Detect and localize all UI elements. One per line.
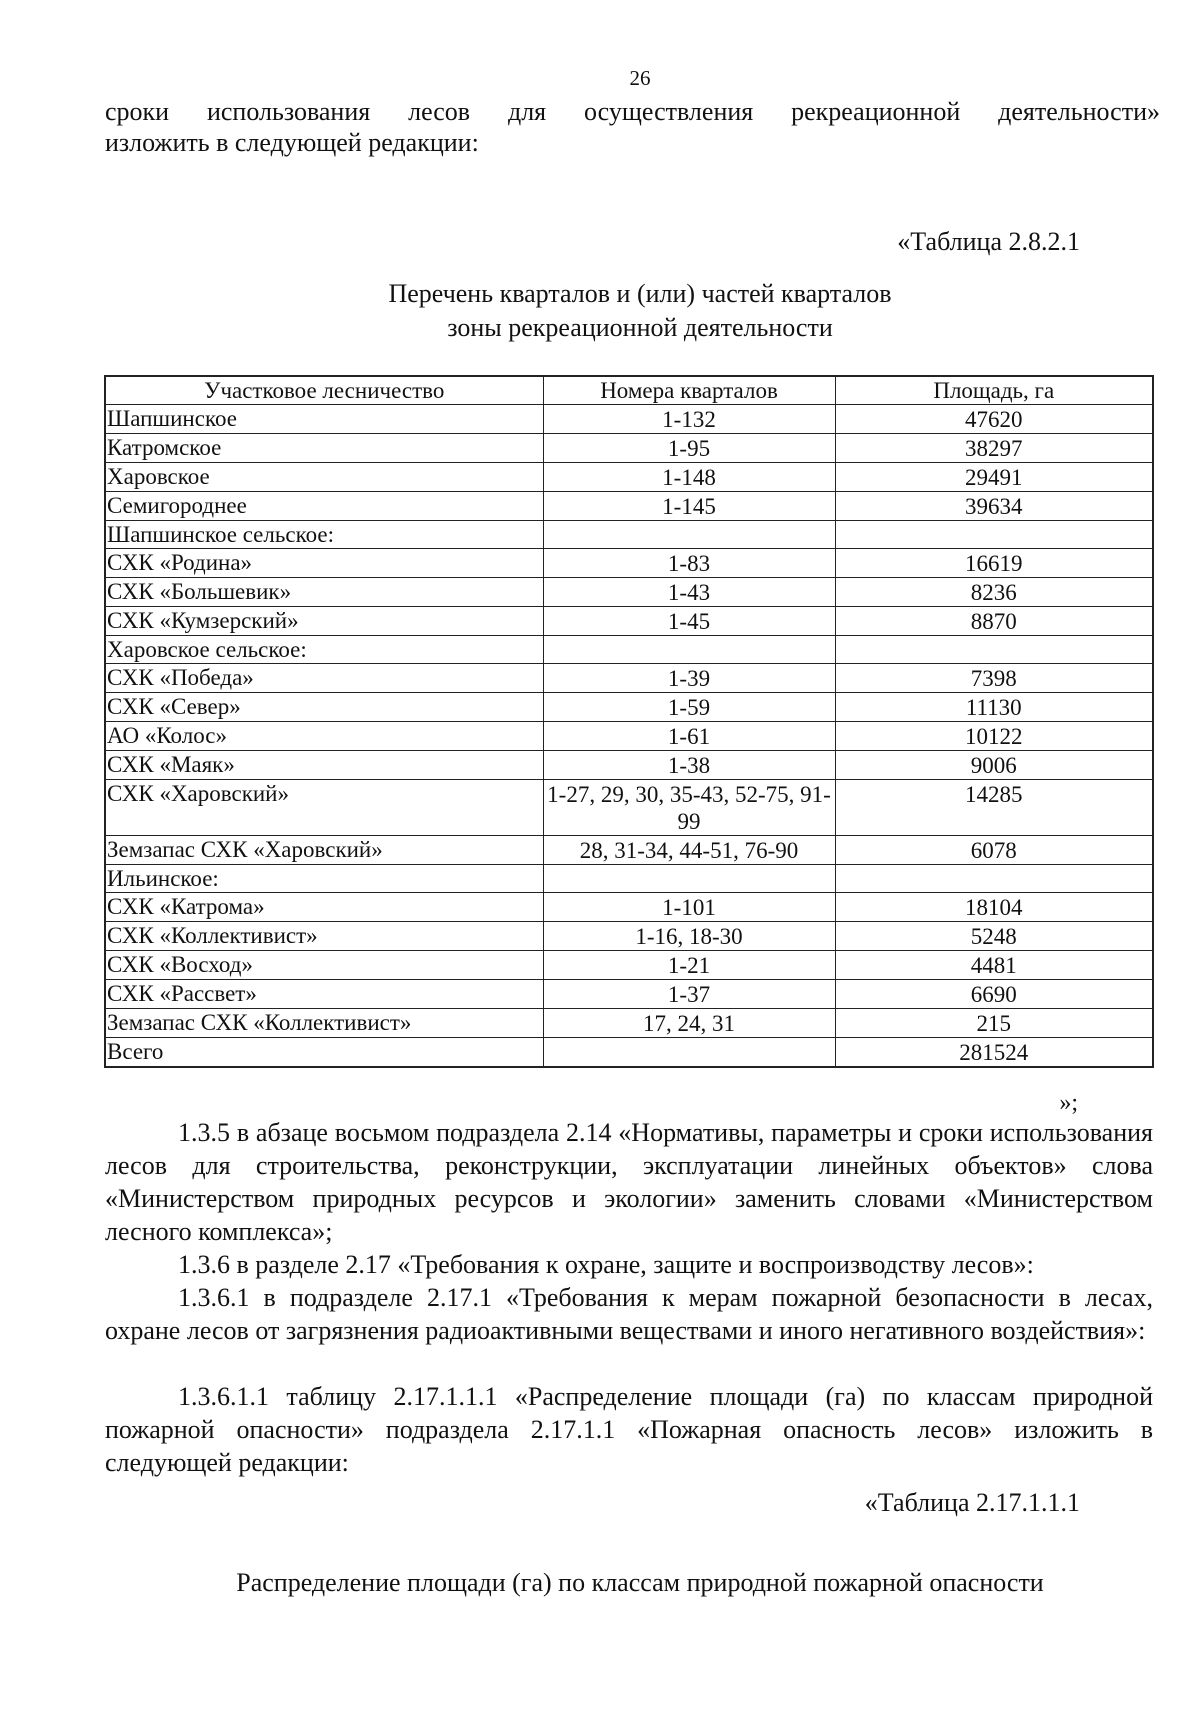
cell-area: 8236: [835, 578, 1153, 607]
cell-quarter-numbers: 1-101: [543, 893, 835, 922]
cell-quarter-numbers: 1-27, 29, 30, 35-43, 52-75, 91-99: [543, 780, 835, 836]
cell-forestry: СХК «Кумзерский»: [105, 607, 543, 636]
cell-forestry: Шапшинское: [105, 405, 543, 434]
cell-forestry: Харовское сельское:: [105, 636, 543, 664]
table-row: [105, 463, 1153, 492]
cell-area: 8870: [835, 607, 1153, 636]
cell-forestry: АО «Колос»: [105, 722, 543, 751]
cell-quarter-numbers: 1-61: [543, 722, 835, 751]
cell-area: 5248: [835, 922, 1153, 951]
table-row: [105, 780, 1153, 836]
cell-area: [835, 636, 1153, 664]
cell-forestry: Всего: [105, 1038, 543, 1068]
table-header-row: [105, 376, 1153, 405]
paragraph-1-3-6: 1.3.6 в разделе 2.17 «Требования к охране, защите и воспроизводству лесов»:: [178, 1250, 1034, 1279]
cell-quarter-numbers: 1-21: [543, 951, 835, 980]
intro-line-2: изложить в следующей редакции:: [105, 128, 479, 157]
table-row: [105, 951, 1153, 980]
cell-forestry: Харовское: [105, 463, 543, 492]
cell-quarter-numbers: [543, 521, 835, 549]
cell-quarter-numbers: [543, 865, 835, 893]
cell-area: 281524: [835, 1038, 1153, 1068]
table-row: [105, 751, 1153, 780]
table-row: [105, 607, 1153, 636]
cell-forestry: СХК «Победа»: [105, 664, 543, 693]
table-reference-2: «Таблица 2.17.1.1.1: [864, 1488, 1080, 1517]
cell-quarter-numbers: 1-83: [543, 549, 835, 578]
table-row: [105, 1038, 1153, 1068]
cell-area: [835, 521, 1153, 549]
cell-quarter-numbers: 1-132: [543, 405, 835, 434]
cell-forestry: СХК «Большевик»: [105, 578, 543, 607]
table-row: [105, 434, 1153, 463]
cell-area: 38297: [835, 434, 1153, 463]
cell-forestry: СХК «Маяк»: [105, 751, 543, 780]
table-title-1-line-1: Перечень кварталов и (или) частей кварталов: [388, 279, 892, 308]
cell-forestry: Катромское: [105, 434, 543, 463]
table-row: [105, 549, 1153, 578]
table-title-1-line-2: зоны рекреационной деятельности: [447, 313, 833, 342]
table-row: [105, 922, 1153, 951]
cell-quarter-numbers: 1-39: [543, 664, 835, 693]
table-closing-mark: »;: [1059, 1090, 1078, 1116]
cell-area: 7398: [835, 664, 1153, 693]
cell-forestry: СХК «Рассвет»: [105, 980, 543, 1009]
cell-forestry: Земзапас СХК «Коллективист»: [105, 1009, 543, 1038]
table-row: [105, 693, 1153, 722]
cell-forestry: СХК «Родина»: [105, 549, 543, 578]
paragraph-1-3-6-1-1: 1.3.6.1.1 таблицу 2.17.1.1.1 «Распределение площади (га) по классам природной пожарной опасности» подраздела 2.17.1.1 «Пожарная опасность лесов» изложить в следующей редакции:: [105, 1382, 1153, 1477]
cell-area: 215: [835, 1009, 1153, 1038]
table-row: [105, 578, 1153, 607]
table-row: [105, 1009, 1153, 1038]
cell-quarter-numbers: 1-37: [543, 980, 835, 1009]
cell-forestry: Земзапас СХК «Харовский»: [105, 836, 543, 865]
cell-forestry: Шапшинское сельское:: [105, 521, 543, 549]
cell-quarter-numbers: 1-45: [543, 607, 835, 636]
cell-quarter-numbers: [543, 1038, 835, 1068]
table-row: [105, 836, 1153, 865]
table-row: [105, 865, 1153, 893]
cell-forestry: СХК «Север»: [105, 693, 543, 722]
cell-area: 14285: [835, 780, 1153, 836]
table-row: [105, 664, 1153, 693]
forestry-quarters-table: [104, 375, 1154, 1068]
cell-forestry: Семигороднее: [105, 492, 543, 521]
cell-area: 29491: [835, 463, 1153, 492]
cell-area: [835, 865, 1153, 893]
cell-quarter-numbers: 1-145: [543, 492, 835, 521]
cell-area: 10122: [835, 722, 1153, 751]
table-row: [105, 492, 1153, 521]
header-quarter-numbers: Номера кварталов: [543, 376, 835, 405]
table-row: [105, 636, 1153, 664]
cell-quarter-numbers: 17, 24, 31: [543, 1009, 835, 1038]
paragraph-1-3-6-1: 1.3.6.1 в подразделе 2.17.1 «Требования к мерам пожарной безопасности в лесах, охране лесов от загрязнения радиоактивными веществами и иного негативного воздействия»:: [105, 1283, 1153, 1345]
header-forestry: Участковое лесничество: [105, 376, 543, 405]
cell-area: 4481: [835, 951, 1153, 980]
cell-area: 18104: [835, 893, 1153, 922]
table-row: [105, 722, 1153, 751]
cell-quarter-numbers: 1-38: [543, 751, 835, 780]
cell-area: 39634: [835, 492, 1153, 521]
cell-area: 9006: [835, 751, 1153, 780]
cell-quarter-numbers: 1-95: [543, 434, 835, 463]
cell-forestry: СХК «Восход»: [105, 951, 543, 980]
cell-area: 6690: [835, 980, 1153, 1009]
page-number: 26: [629, 66, 651, 90]
cell-quarter-numbers: 1-59: [543, 693, 835, 722]
table-row: [105, 521, 1153, 549]
cell-area: 47620: [835, 405, 1153, 434]
table-row: [105, 980, 1153, 1009]
paragraph-1-3-5: 1.3.5 в абзаце восьмом подраздела 2.14 «Нормативы, параметры и сроки использования лесов для строительства, реконструкции, эксплуатации линейных объектов» слова «Министерством природных ресурсов и экологии» заменить словами «Министерством лесного комплекса»;: [105, 1118, 1153, 1246]
table-row: [105, 893, 1153, 922]
cell-forestry: СХК «Коллективист»: [105, 922, 543, 951]
cell-forestry: СХК «Харовский»: [105, 780, 543, 836]
cell-forestry: СХК «Катрома»: [105, 893, 543, 922]
cell-forestry: Ильинское:: [105, 865, 543, 893]
cell-area: 16619: [835, 549, 1153, 578]
table-reference-1: «Таблица 2.8.2.1: [897, 227, 1080, 256]
cell-quarter-numbers: [543, 636, 835, 664]
cell-quarter-numbers: 28, 31-34, 44-51, 76-90: [543, 836, 835, 865]
header-area: Площадь, га: [835, 376, 1153, 405]
table-title-2: Распределение площади (га) по классам природной пожарной опасности: [236, 1568, 1044, 1597]
cell-quarter-numbers: 1-43: [543, 578, 835, 607]
cell-quarter-numbers: 1-16, 18-30: [543, 922, 835, 951]
table-row: [105, 405, 1153, 434]
cell-quarter-numbers: 1-148: [543, 463, 835, 492]
intro-line-1: сроки использования лесов для осуществления рекреационной деятельности»: [105, 97, 1160, 126]
cell-area: 6078: [835, 836, 1153, 865]
cell-area: 11130: [835, 693, 1153, 722]
